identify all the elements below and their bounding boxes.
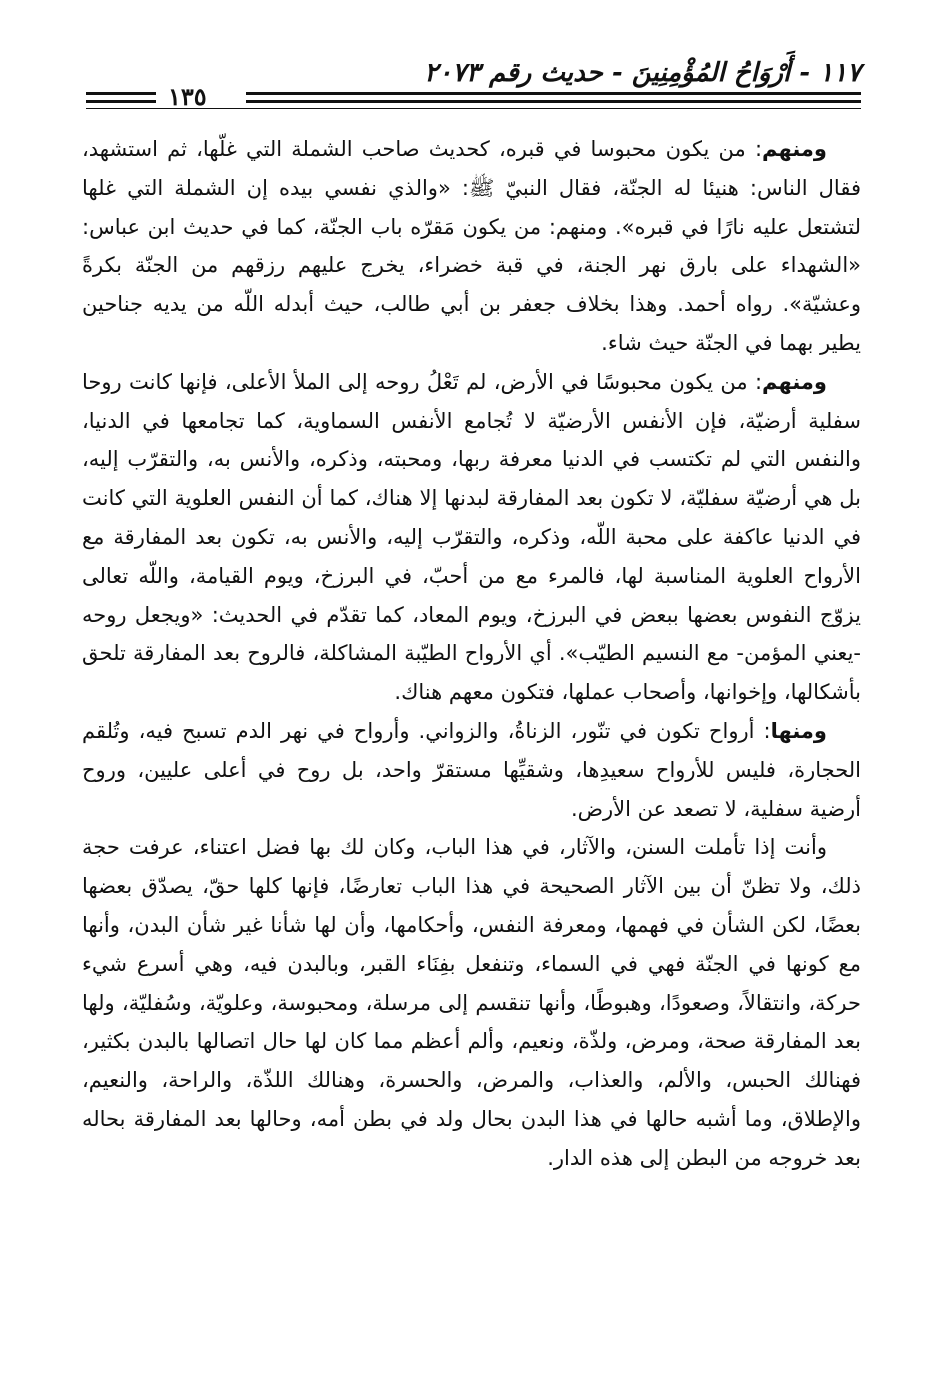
running-title: ١١٧ - أَرْوَاحُ المُؤْمِنِينَ - حديث رقم ٢٠٧٣ [424,58,861,88]
page-body [82,130,861,1178]
header-rule [246,92,861,103]
paragraph-lead: ومنهم [762,137,827,161]
paragraph [82,712,861,828]
page-number: ١٣٥ [168,82,207,111]
paragraph-lead: ومنها [770,718,827,743]
header-rule-left [86,92,156,103]
paragraph-lead: ومنهم [762,369,827,394]
paragraph-text: : أرواح تكون في تنّور، الزناةُ، والزواني. وأرواح في نهر الدم تسبح فيه، وتُلقم الحجارة، فليس للأرواح سعيدِها، وشقيِّها مستقرّ واحد، بل روح في أعلى عليين، وروح أرضية سفلية، لا تصعد عن الأرض. [82,718,861,821]
header-underline [86,108,861,109]
paragraph-text: : من يكون محبوسًا في الأرض، لم تَعْلُ روحه إلى الملأ الأعلى، فإنها كانت روحا سفلية أرضيّة، فإن الأنفس الأرضيّة لا تُجامع الأنفس السماوية، كما تجامعها في الدنيا، والنفس التي لم تكتسب في الدنيا معرفة ربها، ومحبته، وذكره، والأنس به، والتقرّب إليه، بل هي أرضيّة سفليّة، لا تكون بعد المفارقة لبدنها إلا هناك، كما أن النفس العلوية التي كانت في الدنيا عاكفة على محبة اللّه، وذكره، والتقرّب إليه، والأنس به، تكون بعد المفارقة مع الأرواح العلوية المناسبة لها، فالمرء مع من أحبّ، في البرزخ، ويوم القيامة، واللّه تعالى يزوّج النفوس بعضها ببعض في البرزخ، ويوم المعاد، كما تقدّم في الحديث: «ويجعل روحه -يعني المؤمن- مع النسيم الطيّب». أي الأرواح الطيّبة المشاكلة، فالروح بعد المفارقة تلحق بأشكالها، وإخوانها، وأصحاب عملها، فتكون معهم هناك. [82,369,861,705]
paragraph [82,130,861,363]
paragraph-text: وأنت إذا تأملت السنن، والآثار، في هذا الباب، وكان لك بها فضل اعتناء، عرفت حجة ذلك، ولا تظنّ أن بين الآثار الصحيحة في هذا الباب تعارضًا، فإنها كلها حقّ، يصدّق بعضها بعضًا، لكن الشأن في فهمها، ومعرفة النفس، وأحكامها، وأن لها شأنا غير شأن البدن، وأنها مع كونها في الجنّة فهي في السماء، وتنفعل بفِنَاء القبر، وبالبدن فيه، وهي أسرع شيء حركة، وانتقالاً، وصعودًا، وهبوطًا، وأنها تنقسم إلى مرسلة، ومحبوسة، وعلويّة، وسُفليّة، ولها بعد المفارقة صحة، ومرض، ولذّة، ونعيم، وألم أعظم مما كان لها حال اتصالها بالبدن بكثير، فهنالك الحبس، والألم، والعذاب، والمرض، والحسرة، وهنالك اللذّة، والراحة، والنعيم، والإطلاق، وما أشبه حالها في هذا البدن بحال ولد في بطن أمه، وحالها بعد المفارقة بحاله بعد خروجه من البطن إلى هذه الدار. [82,835,861,1170]
paragraph-text: : من يكون محبوسا في قبره، كحديث صاحب الشملة التي غلّها، ثم استشهد، فقال الناس: هنيئا له الجنّة، فقال النبيّ ﷺ: «والذي نفسي بيده إن الشملة التي غلها لتشتعل عليه نارًا في قبره». ومنهم: من يكون مَقرّه باب الجنّة، كما في حديث ابن عباس: «الشهداء على بارق نهر الجنة، في قبة خضراء، يخرج عليهم رزقهم من الجنّة بكرةً وعشيّة». رواه أحمد. وهذا بخلاف جعفر بن أبي طالب، حيث أبدله اللّه من يديه جناحين يطير بهما في الجنّة حيث شاء. [82,137,861,355]
paragraph [82,828,861,1177]
paragraph [82,363,861,712]
page-header [86,52,861,112]
